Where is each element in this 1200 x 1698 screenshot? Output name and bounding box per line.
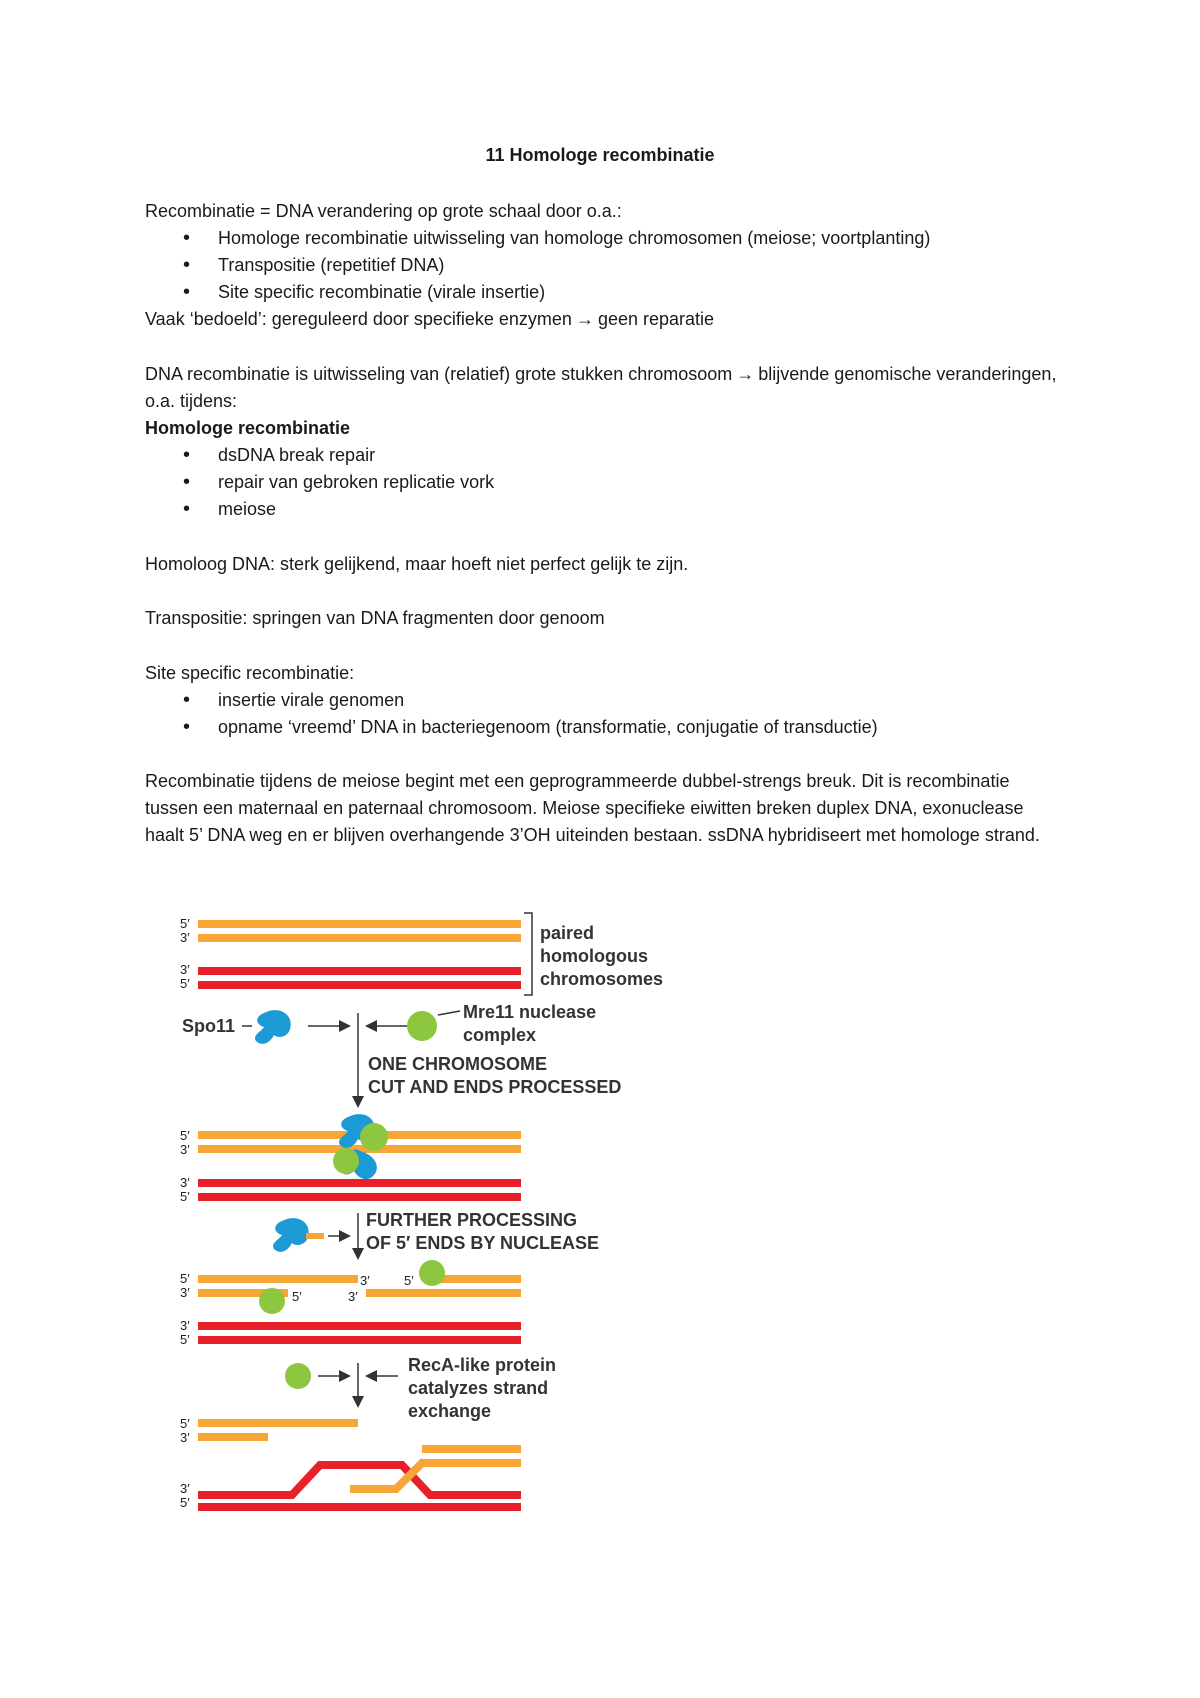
five-prime-label: 5′ <box>180 1128 190 1143</box>
intro-note <box>145 306 1065 333</box>
dna-strand <box>198 1322 521 1330</box>
stage-processed-ends <box>180 1260 521 1347</box>
dna-strand <box>198 981 521 989</box>
three-prime-label: 3′ <box>180 930 190 945</box>
dna-strand <box>198 1275 358 1283</box>
three-prime-label: 3′ <box>180 1285 190 1300</box>
five-prime-label: 5′ <box>180 1416 190 1431</box>
site-specific-list <box>145 687 1065 741</box>
intro-note-before: Vaak ‘bedoeld’: gereguleerd door specifieke enzymen <box>145 309 572 329</box>
list-item: • Transpositie (repetitief DNA) <box>145 252 1065 279</box>
step-one-label: ONE CHROMOSOME <box>368 1054 548 1074</box>
bracket <box>524 913 532 995</box>
five-prime-label: 5′ <box>180 1332 190 1347</box>
three-prime-label: 3′ <box>180 1430 190 1445</box>
five-prime-label: 5′ <box>180 976 190 991</box>
step-one-label: CUT AND ENDS PROCESSED <box>368 1077 622 1097</box>
three-prime-label: 3′ <box>180 1175 190 1190</box>
intro-section <box>145 198 1065 333</box>
step-two-label: OF 5′ ENDS BY NUCLEASE <box>366 1233 600 1253</box>
dna-strand <box>366 1289 521 1297</box>
dna-strand <box>198 1193 521 1201</box>
reca-label: exchange <box>408 1401 492 1421</box>
mre11-complex-icon <box>407 1011 437 1041</box>
three-prime-label: 3′ <box>180 962 190 977</box>
paired-label: chromosomes <box>540 969 664 989</box>
dna-strand <box>198 967 521 975</box>
dna-strand <box>198 1419 358 1427</box>
dna-strand <box>198 1179 521 1187</box>
meiosis-text: Recombinatie tijdens de meiose begint met een geprogrammeerde dubbel-strengs breuk. Dit is recombinatie tussen een maternaal en paternaal chromosoom. Meiose specifieke eiwitten breken duplex DNA, exonuclease haalt 5’ DNA weg en er blijven overhangende 3’OH uiteinden bestaan. ssDNA hybridiseert met homologe strand. <box>145 771 1040 845</box>
dna-strand <box>198 1433 268 1441</box>
three-prime-label: 3′ <box>348 1289 358 1304</box>
reca-label: catalyzes strand <box>408 1378 549 1398</box>
three-prime-label: 3′ <box>180 1318 190 1333</box>
mre11-complex-icon <box>333 1148 359 1174</box>
mre11-complex-icon <box>419 1260 445 1286</box>
dna-strand <box>198 934 521 942</box>
list-item: • Site specific recombinatie (virale insertie) <box>145 279 1065 306</box>
stage-paired-chromosomes <box>180 913 663 995</box>
intro-heading: Recombinatie = DNA verandering op grote schaal door o.a.: <box>145 201 622 221</box>
spo11-label: Spo11 <box>182 1016 236 1036</box>
dna-strand <box>198 1336 521 1344</box>
homologous-recombination-list <box>145 442 1065 523</box>
stage-strand-exchange <box>180 1416 521 1511</box>
reca-protein-icon <box>285 1363 311 1389</box>
list-item: • Homologe recombinatie uitwisseling van homologe chromosomen (meiose; voortplanting) <box>145 225 1065 252</box>
arrow-right-icon: → <box>575 309 594 329</box>
dna-strand <box>198 920 521 928</box>
stage-cut-chromosome <box>180 1114 521 1204</box>
transposition-paragraph <box>145 605 1065 632</box>
intro-note-after: geen reparatie <box>597 309 715 329</box>
reca-label: RecA-like protein <box>408 1355 557 1375</box>
homologous-recombination-figure <box>170 905 730 1535</box>
list-item: • dsDNA break repair <box>145 442 1065 469</box>
list-item: • repair van gebroken replicatie vork <box>145 469 1065 496</box>
five-prime-label: 5′ <box>180 1189 190 1204</box>
mre11-complex-icon <box>259 1288 285 1314</box>
site-specific-section <box>145 660 1065 741</box>
mre11-complex-icon <box>360 1123 388 1151</box>
list-item: • insertie virale genomen <box>145 687 1065 714</box>
dna-strand <box>422 1445 521 1453</box>
list-item: • opname ‘vreemd’ DNA in bacteriegenoom (transformatie, conjugatie of transductie) <box>145 714 1065 741</box>
five-prime-label: 5′ <box>180 916 190 931</box>
paired-label: paired <box>540 923 595 943</box>
mre11-label: Mre11 nuclease <box>463 1002 597 1022</box>
dna-recombination-after: blijvende genomische veranderingen, o.a. tijdens: <box>145 364 1057 411</box>
paired-label: homologous <box>540 946 648 966</box>
homologous-recombination-heading: Homologe recombinatie <box>145 418 351 438</box>
step-two-label: FURTHER PROCESSING <box>366 1210 578 1230</box>
site-specific-heading: Site specific recombinatie: <box>145 663 355 683</box>
list-item: • meiose <box>145 496 1065 523</box>
three-prime-label: 3′ <box>360 1273 370 1288</box>
five-prime-label: 5′ <box>292 1289 302 1304</box>
dna-recombination-section <box>145 361 1065 523</box>
step-one <box>182 1002 621 1105</box>
dna-recombination-before: DNA recombinatie is uitwisseling van (relatief) grote stukken chromosoom <box>145 364 733 384</box>
homologous-dna-text: Homoloog DNA: sterk gelijkend, maar hoeft niet perfect gelijk te zijn. <box>145 554 689 574</box>
step-two <box>273 1210 599 1257</box>
dna-strand <box>198 1503 521 1511</box>
spo11-protein-icon <box>255 1010 291 1044</box>
dna-strand <box>422 1459 521 1467</box>
five-prime-label: 5′ <box>404 1273 414 1288</box>
meiosis-paragraph <box>145 768 1065 849</box>
step-three <box>285 1355 556 1421</box>
three-prime-label: 3′ <box>180 1142 190 1157</box>
homologous-dna-paragraph <box>145 551 1065 578</box>
three-prime-label: 3′ <box>180 1481 190 1496</box>
five-prime-label: 5′ <box>180 1495 190 1510</box>
spo11-protein-icon <box>273 1218 309 1252</box>
page-title: 11 Homologe recombinatie <box>485 145 715 165</box>
arrow-right-icon: → <box>736 364 755 384</box>
transposition-text: Transpositie: springen van DNA fragmenten door genoom <box>145 608 605 628</box>
five-prime-label: 5′ <box>180 1271 190 1286</box>
dna-recombination-text <box>145 361 1065 415</box>
dna-fragment <box>306 1233 324 1239</box>
intro-list <box>145 225 1065 306</box>
mre11-label: complex <box>463 1025 537 1045</box>
